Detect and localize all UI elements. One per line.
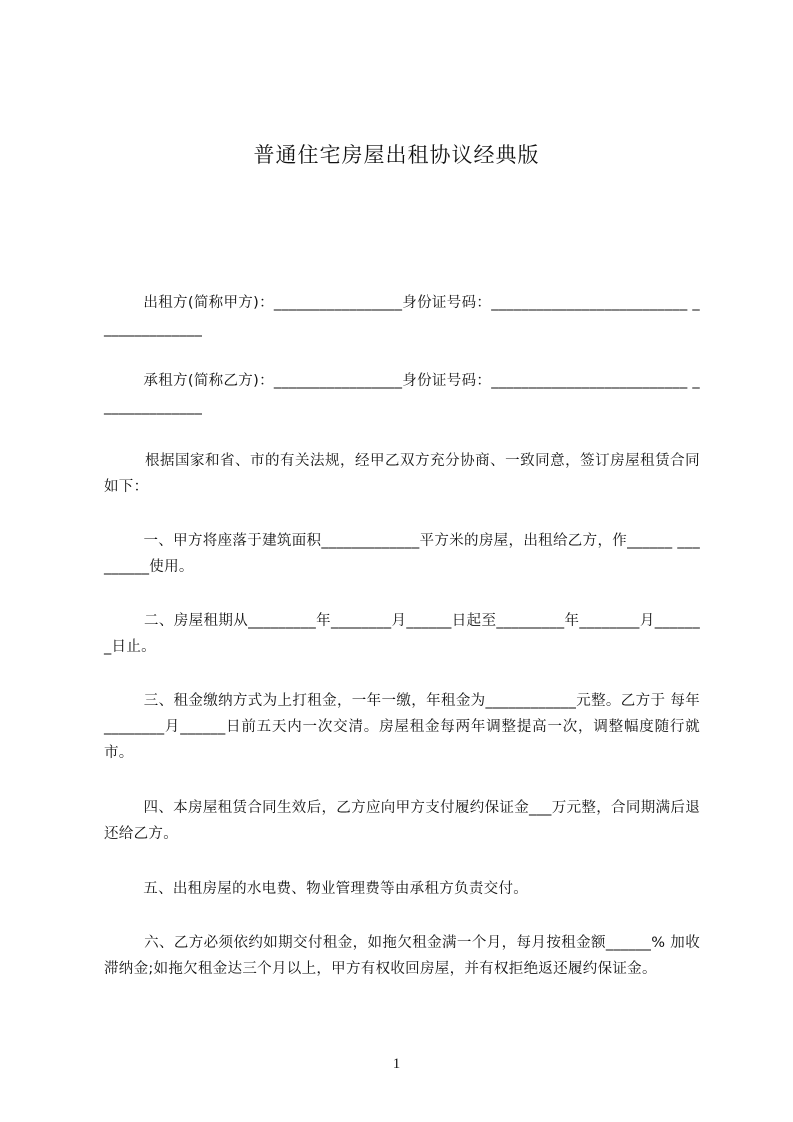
- party-a-line: 出租方(简称甲方)：_________________身份证号码：__________________________ ______________: [104, 295, 700, 337]
- clause-2: 二、房屋租期从_________年________月______日起至_________年________月_______日止。: [104, 613, 700, 655]
- document-title: 普通住宅房屋出租协议经典版: [253, 143, 540, 167]
- clause-6: 六、乙方必须依约如期交付租金，如拖欠租金满一个月，每月按租金额______% 加收滞纳金;如拖欠租金达三个月以上，甲方有权收回房屋，并有权拒绝返还履约保证金。: [104, 935, 700, 977]
- clause-1: 一、甲方将座落于建筑面积_____________平方米的房屋，出租给乙方，作______ _________使用。: [104, 533, 700, 575]
- preamble-paragraph: 根据国家和省、市的有关法规，经甲乙双方充分协商、一致同意，签订房屋租赁合同如下：: [104, 453, 700, 495]
- clause-5: 五、出租房屋的水电费、物业管理费等由承租方负责交付。: [104, 881, 529, 897]
- party-b-line: 承租方(简称乙方)：_________________身份证号码：__________________________ ______________: [104, 373, 700, 415]
- clause-3: 三、租金缴纳方式为上打租金，一年一缴，年租金为____________元整。乙方于 每年________月______日前五天内一次交清。房屋租金每两年调整提高一次，调整幅度随行就市。: [104, 693, 700, 761]
- clause-4: 四、本房屋租赁合同生效后，乙方应向甲方支付履约保证金___万元整，合同期满后退还给乙方。: [104, 800, 700, 842]
- page-number: 1: [392, 1056, 401, 1072]
